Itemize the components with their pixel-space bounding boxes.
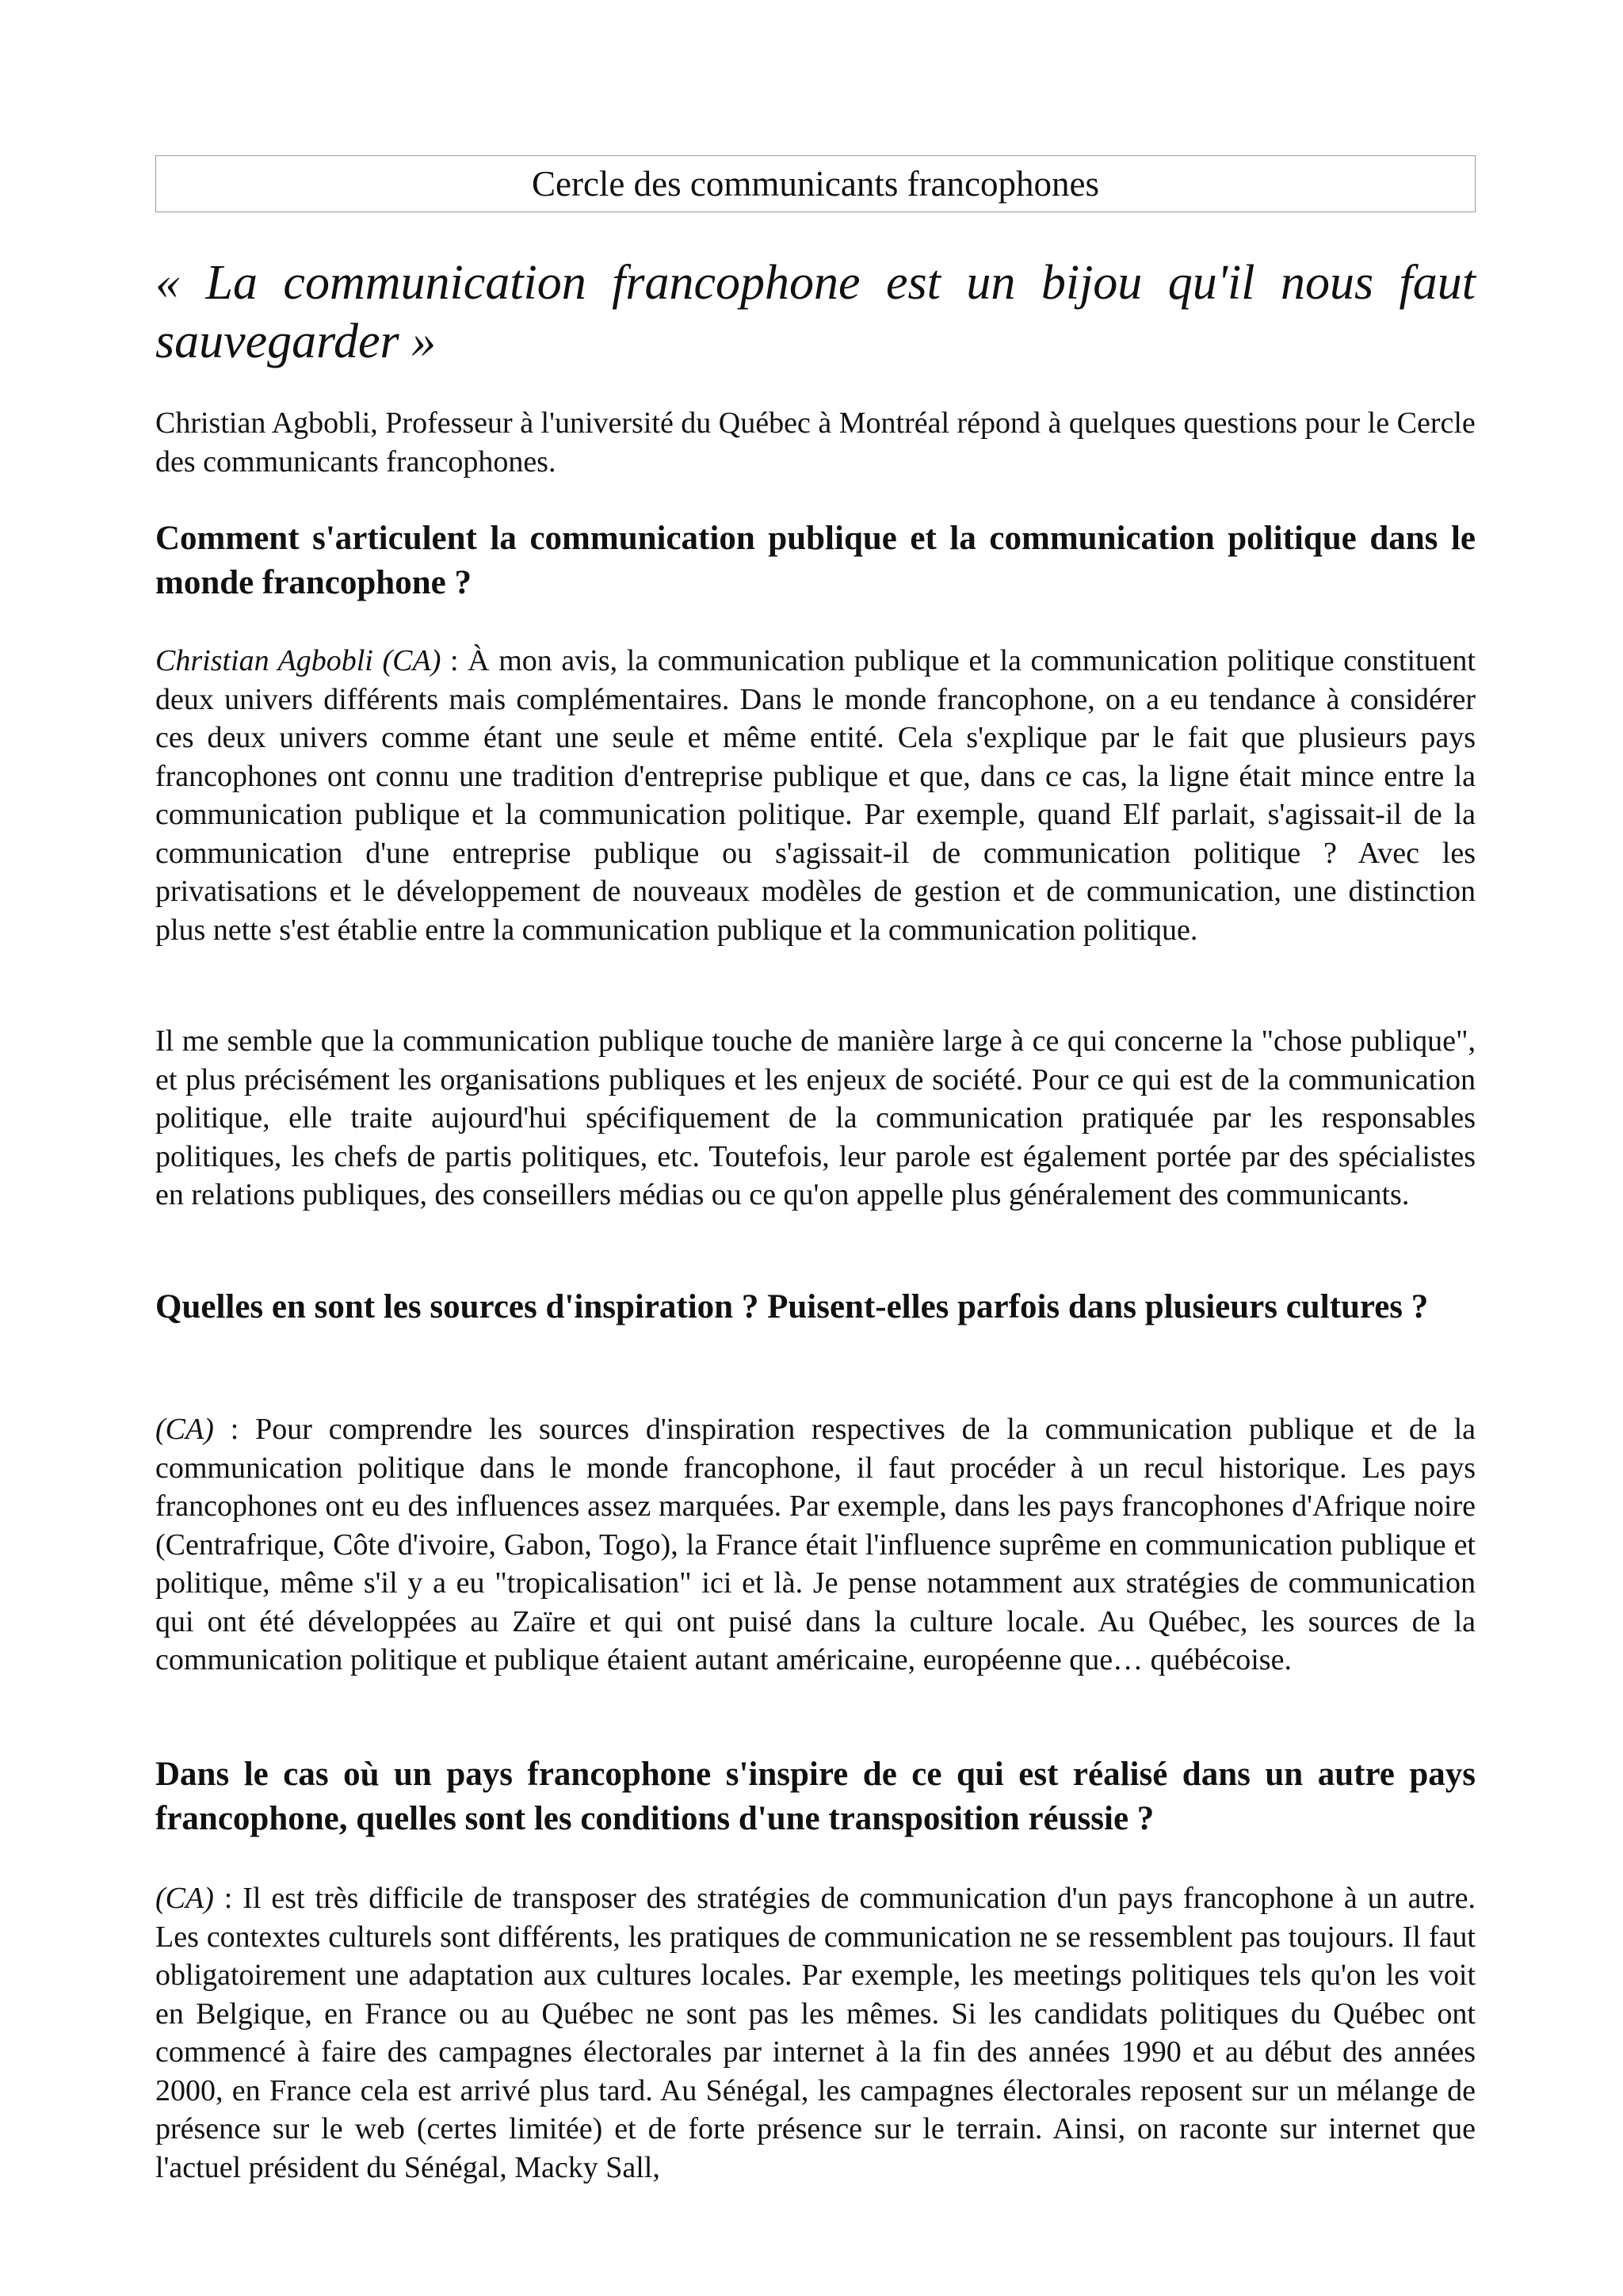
answer-text: : Il est très difficile de transposer des stratégies de communication d'un pays francophone à un autre. Les contextes culturels sont différents, les pratiques de communication ne se ressemblent pas toujours. Il faut obligatoirement une adaptation aux cultures locales. Par exemple, les meetings politiques tels qu'on les voit en Belgique, en France ou au Québec ne sont pas les mêmes. Si les candidats politiques du Québec ont commencé à faire des campagnes électorales par internet à la fin des années 1990 et au début des années 2000, en France cela est arrivé plus tard. Au Sénégal, les campagnes électorales reposent sur un mélange de présence sur le web (certes limitée) et de forte présence sur le terrain. Ainsi, on raconte sur internet que l'actuel président du Sénégal, Macky Sall, [155, 1882, 1476, 2184]
answer-paragraph: Il me semble que la communication publique touche de manière large à ce qui concerne la "chose publique", et plus précisément les organisations publiques et les enjeux de société. Pour ce qui est de la communication politique, elle traite aujourd'hui spécifiquement de la communication pratiquée par les responsables politiques, les chefs de partis politiques, etc. Toutefois, leur parole est également portée par des spécialistes en relations publiques, des conseillers médias ou ce qu'on appelle plus généralement des communicants. [155, 1024, 1476, 1211]
answer-text: : Pour comprendre les sources d'inspiration respectives de la communication publique et de la communication politique dans le monde francophone, il faut procéder à un recul historique. Les pays francophones ont eu des influences assez marquées. Par exemple, dans les pays francophones d'Afrique noire (Centrafrique, Côte d'ivoire, Gabon, Togo), la France était l'influence suprême en communication publique et politique, même s'il y a eu "tropicalisation" ici et là. Je pense notamment aux stratégies de communication qui ont été développées au Zaïre et qui ont puisé dans la culture locale. Au Québec, les sources de la communication politique et publique étaient autant américaine, européenne que… québécoise. [155, 1413, 1476, 1676]
article-title: « La communication francophone est un bijou qu'il nous faut sauvegarder » [155, 256, 1476, 368]
header-title-box [155, 155, 1476, 212]
article-intro: Christian Agbobli, Professeur à l'université du Québec à Montréal répond à quelques questions pour le Cercle des communicants francophones. [155, 406, 1476, 479]
question-heading: Quelles en sont les sources d'inspiration ? Puisent-elles parfois dans plusieurs cultures ? [155, 1288, 1429, 1325]
speaker-label: (CA) [155, 1882, 214, 1915]
question-heading: Dans le cas où un pays francophone s'inspire de ce qui est réalisé dans un autre pays francophone, quelles sont les conditions d'une transposition réussie ? [155, 1756, 1476, 1837]
question-heading: Comment s'articulent la communication publique et la communication politique dans le monde francophone ? [155, 520, 1476, 601]
answer-paragraph [155, 642, 1476, 949]
answer-paragraph [155, 1410, 1476, 1680]
answer-text: : À mon avis, la communication publique et la communication politique constituent deux univers différents mais complémentaires. Dans le monde francophone, on a eu tendance à considérer ces deux univers comme étant une seule et même entité. Cela s'explique par le fait que plusieurs pays francophones ont connu une tradition d'entreprise publique et que, dans ce cas, la ligne était mince entre la communication publique et la communication politique. Par exemple, quand Elf parlait, s'agissait-il de la communication d'une entreprise publique ou s'agissait-il de communication politique ? Avec les privatisations et le développement de nouveaux modèles de gestion et de communication, une distinction plus nette s'est établie entre la communication publique et la communication politique. [155, 644, 1476, 947]
speaker-label: Christian Agbobli (CA) [155, 644, 441, 677]
speaker-label: (CA) [155, 1413, 214, 1446]
answer-paragraph [155, 1879, 1476, 2187]
header-title: Cercle des communicants francophones [531, 164, 1099, 204]
